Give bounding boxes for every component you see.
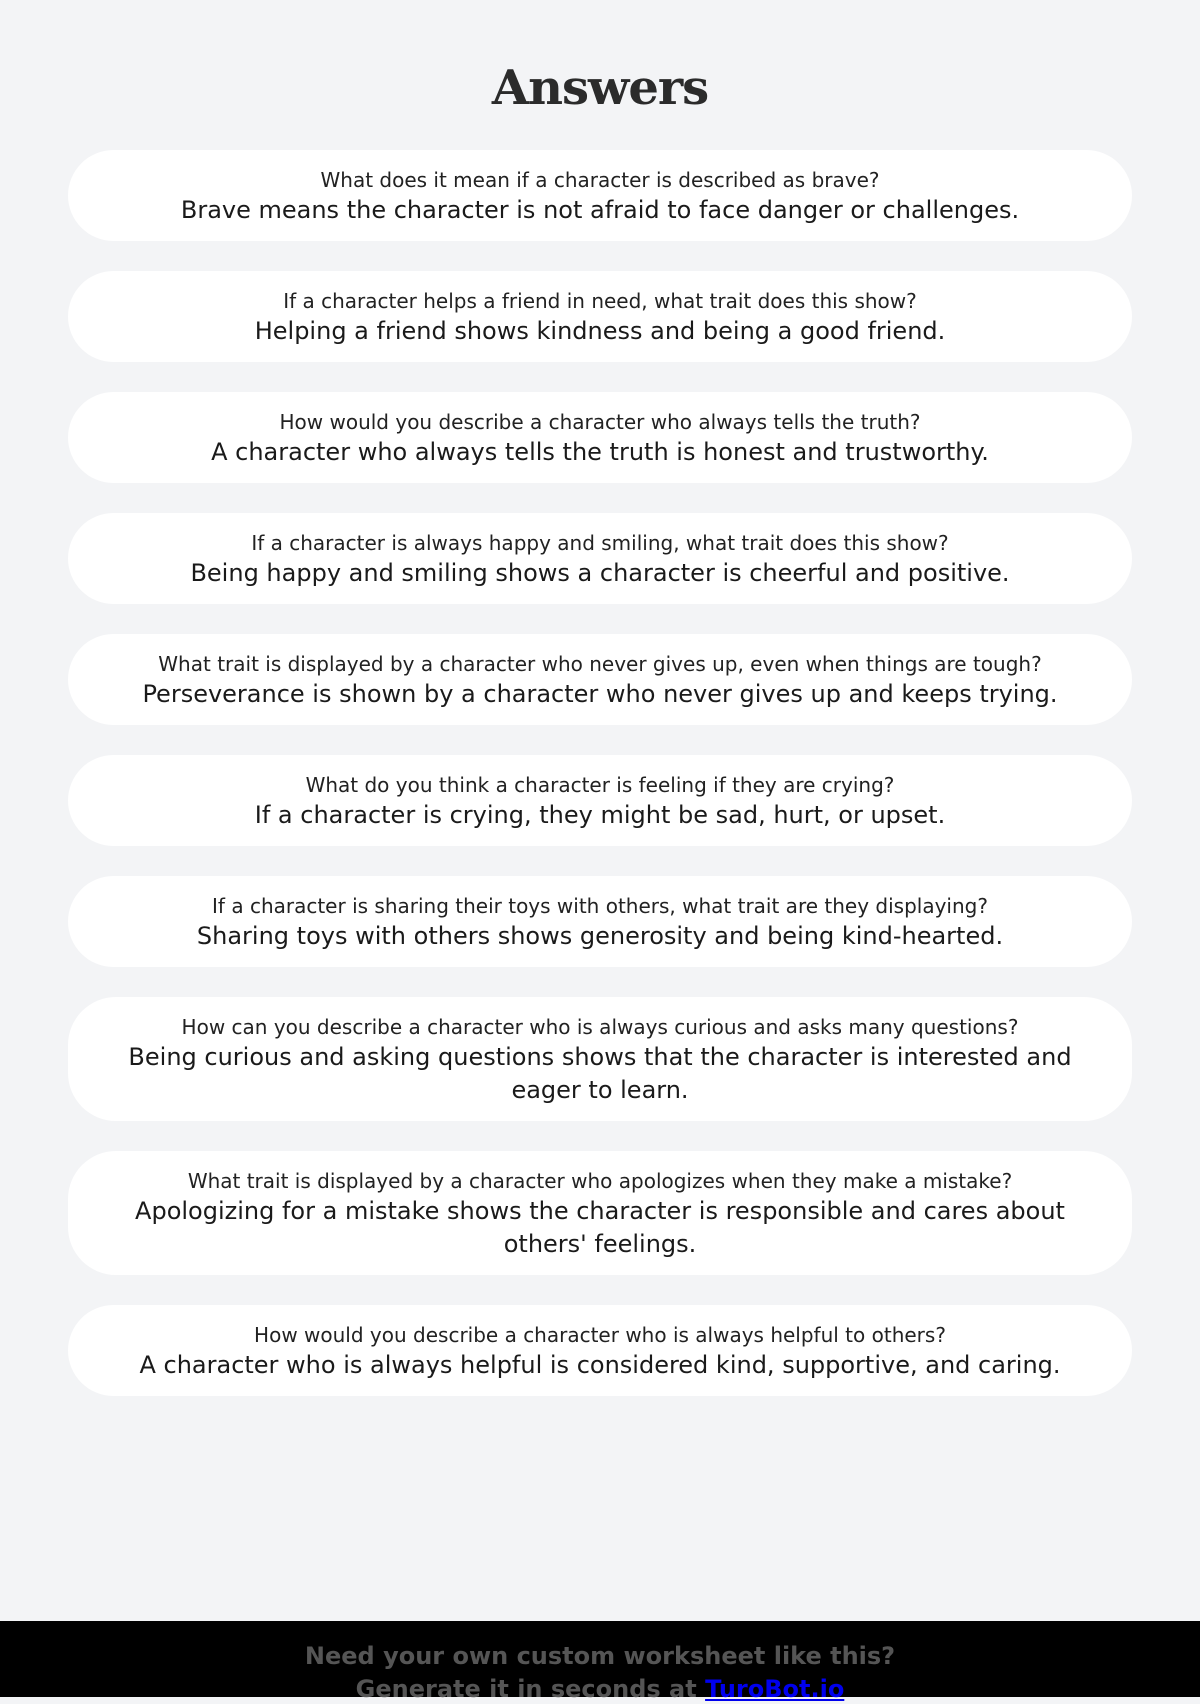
promo-footer: [0, 1621, 1200, 1703]
answer-card: [68, 634, 1132, 725]
answer-card: [68, 271, 1132, 362]
answer-card: [68, 876, 1132, 967]
answer-text: A character who is always helpful is considered kind, supportive, and caring.: [139, 1351, 1061, 1379]
answer-card: [68, 997, 1132, 1121]
question-text: What does it mean if a character is described as brave?: [320, 168, 880, 192]
question-text: What do you think a character is feeling if they are crying?: [305, 773, 895, 797]
answer-text: Helping a friend shows kindness and being a good friend.: [254, 317, 946, 345]
question-text: How would you describe a character who always tells the truth?: [279, 410, 921, 434]
answer-card: [68, 392, 1132, 483]
question-text: What trait is displayed by a character who never gives up, even when things are tough?: [158, 652, 1042, 676]
question-text: If a character is always happy and smiling, what trait does this show?: [251, 531, 949, 555]
footer-cta-text: Generate it in seconds at: [355, 1675, 706, 1703]
answer-text: If a character is crying, they might be sad, hurt, or upset.: [254, 801, 946, 829]
answer-text: A character who always tells the truth is honest and trustworthy.: [211, 438, 989, 466]
question-text: If a character is sharing their toys with others, what trait are they displaying?: [212, 894, 988, 918]
question-text: How would you describe a character who is always helpful to others?: [254, 1323, 946, 1347]
turobot-link[interactable]: TuroBot.io: [705, 1675, 845, 1703]
footer-promo-text: Need your own custom worksheet like this?: [304, 1642, 896, 1670]
answer-card: [68, 150, 1132, 241]
question-text: What trait is displayed by a character who apologizes when they make a mistake?: [187, 1169, 1013, 1193]
answer-card: [68, 755, 1132, 846]
question-text: How can you describe a character who is always curious and asks many questions?: [181, 1015, 1019, 1039]
answer-list: [68, 150, 1132, 1426]
answer-card: [68, 1151, 1132, 1275]
answer-text: Being curious and asking questions shows that the character is interested and eager to learn.: [128, 1043, 1072, 1104]
answer-card: [68, 1305, 1132, 1396]
question-text: If a character helps a friend in need, what trait does this show?: [283, 289, 917, 313]
answer-text: Perseverance is shown by a character who never gives up and keeps trying.: [142, 680, 1058, 708]
answer-text: Sharing toys with others shows generosity and being kind-hearted.: [196, 922, 1004, 950]
footer-cta-line: [0, 1674, 1200, 1704]
answer-text: Brave means the character is not afraid to face danger or challenges.: [180, 196, 1020, 224]
answer-card: [68, 513, 1132, 604]
answer-text: Being happy and smiling shows a character is cheerful and positive.: [190, 559, 1010, 587]
answer-text: Apologizing for a mistake shows the character is responsible and cares about others' feelings.: [135, 1197, 1065, 1258]
page-title: Answers: [491, 60, 709, 116]
